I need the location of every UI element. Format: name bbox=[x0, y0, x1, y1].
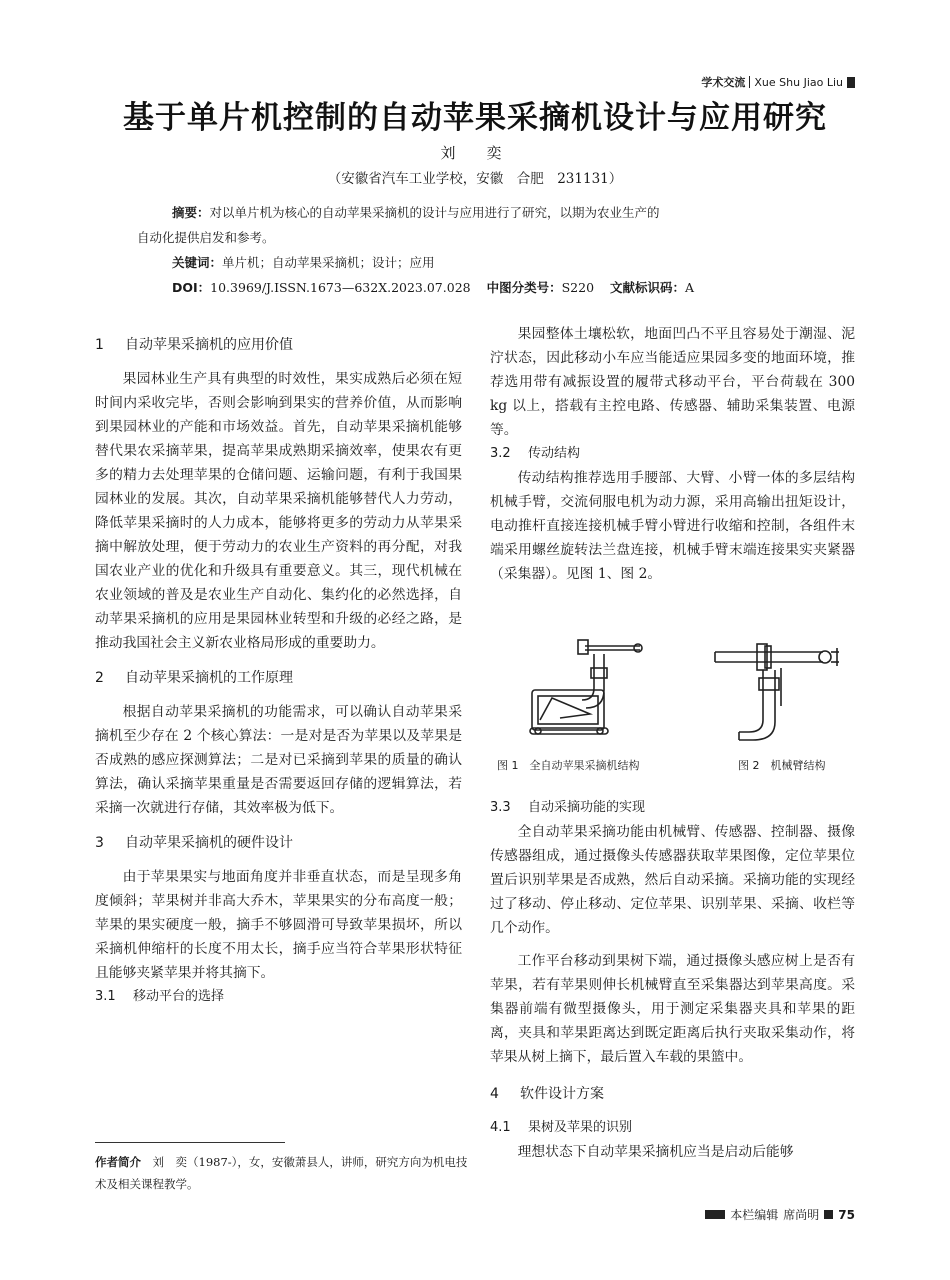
section-heading-3 bbox=[95, 831, 462, 855]
running-footer bbox=[705, 1206, 855, 1223]
subsection-heading-3-2 bbox=[490, 442, 855, 466]
section-number: 3.3 bbox=[490, 800, 511, 815]
header-block-icon bbox=[847, 77, 855, 88]
doi-value: 10.3969/J.ISSN.1673—632X.2023.07.028 bbox=[210, 280, 471, 295]
section-title: 自动苹果采摘机的硬件设计 bbox=[125, 835, 293, 851]
identifiers bbox=[172, 278, 822, 296]
footnote-label: 作者简介 bbox=[95, 1155, 141, 1169]
paragraph: 传动结构推荐选用手腰部、大臂、小臂一体的多层结构机械手臂，交流伺服电机为动力源，采用高输出扭矩设计，电动推杆直接连接机械手臂小臂进行收缩和控制，各组件末端采用螺丝旋转法兰盘连接，机械手臂末端连接果实夹紧器（采集器）。见图 1、图 2。 bbox=[490, 470, 855, 582]
footer-square-icon bbox=[824, 1210, 833, 1219]
running-header bbox=[701, 74, 855, 90]
subsection-heading-4-1 bbox=[490, 1116, 855, 1140]
abstract-label: 摘要： bbox=[172, 205, 210, 220]
abstract-text-2: 自动化提供启发和参考。 bbox=[137, 230, 275, 245]
footer-bar-icon bbox=[705, 1210, 725, 1219]
section-number: 2 bbox=[95, 670, 104, 686]
figure-1-caption: 图 1 全自动苹果采摘机结构 bbox=[497, 759, 640, 772]
doc-value: A bbox=[685, 280, 695, 295]
section-title: 传动结构 bbox=[528, 446, 581, 461]
subsection-heading-3-1 bbox=[95, 985, 462, 1009]
column-name: 学术交流 bbox=[701, 76, 746, 89]
editor-label: 本栏编辑 bbox=[730, 1208, 779, 1222]
figure-2-caption: 图 2 机械臂结构 bbox=[738, 759, 826, 772]
section-number: 3 bbox=[95, 835, 104, 851]
footnote-text: 刘 奕（1987-），女，安徽萧县人，讲师，研究方向为机电技术及相关课程教学。 bbox=[95, 1155, 468, 1191]
page-number: 75 bbox=[838, 1207, 855, 1222]
paragraph: 根据自动苹果采摘机的功能需求，可以确认自动苹果采摘机至少存在 2 个核心算法：一是对是否为苹果以及苹果是否成熟的感应探测算法；二是对已采摘到苹果的质量的确认算法，确认采摘苹果重量是否需要返回存储的逻辑算法，若采摘一次就进行存储，其效率极为低下。 bbox=[95, 704, 462, 816]
header-separator bbox=[749, 76, 750, 88]
clc-label: 中图分类号： bbox=[486, 280, 562, 295]
keywords-text: 单片机；自动苹果采摘机；设计；应用 bbox=[222, 255, 435, 270]
clc-value: S220 bbox=[561, 280, 595, 295]
section-number: 3.2 bbox=[490, 446, 511, 461]
section-title: 移动平台的选择 bbox=[133, 989, 225, 1004]
affiliation: （安徽省汽车工业学校，安徽 合肥 231131） bbox=[327, 171, 623, 187]
section-number: 4 bbox=[490, 1086, 499, 1102]
paragraph: 理想状态下自动苹果采摘机应当是启动后能够 bbox=[517, 1144, 794, 1160]
figure-2-mechanical-arm bbox=[705, 628, 855, 743]
section-title: 自动采摘功能的实现 bbox=[528, 800, 646, 815]
section-heading-4 bbox=[490, 1082, 855, 1106]
abstract bbox=[172, 203, 822, 221]
section-number: 3.1 bbox=[95, 989, 116, 1004]
figure-1-picker-structure bbox=[490, 628, 690, 743]
paper-title: 基于单片机控制的自动苹果采摘机设计与应用研究 bbox=[123, 100, 827, 136]
author-footnote bbox=[95, 1151, 470, 1195]
paragraph: 果园整体土壤松软，地面凹凸不平且容易处于潮湿、泥泞状态，因此移动小车应当能适应果园多变的地面环境，推荐选用带有减振设置的履带式移动平台，平台荷载在 300 kg 以上，搭载有主控电路、传感器、辅助采集装置、电源等。 bbox=[490, 326, 855, 438]
section-title: 自动苹果采摘机的工作原理 bbox=[125, 670, 293, 686]
right-column-top bbox=[490, 322, 855, 586]
left-column bbox=[95, 333, 462, 1009]
section-number: 1 bbox=[95, 337, 104, 353]
doc-label: 文献标识码： bbox=[610, 280, 686, 295]
subsection-heading-3-3 bbox=[490, 796, 855, 820]
section-number: 4.1 bbox=[490, 1120, 511, 1135]
paragraph: 由于苹果果实与地面角度并非垂直状态，而是呈现多角度倾斜；苹果树并非高大乔木，苹果果实的分布高度一般；苹果的果实硬度一般，摘手不够圆滑可导致苹果损坏，所以采摘机伸缩杆的长度不用太长，摘手应当符合苹果形状特征且能够夹紧苹果并将其摘下。 bbox=[95, 869, 462, 981]
author-name: 刘 奕 bbox=[440, 144, 510, 162]
abstract-text-1: 对以单片机为核心的自动苹果采摘机的设计与应用进行了研究，以期为农业生产的 bbox=[209, 205, 660, 220]
paragraph: 果园林业生产具有典型的时效性，果实成熟后必须在短时间内采收完毕，否则会影响到果实的营养价值，从而影响到果园林业的产能和市场效益。首先，自动苹果采摘机能够替代果农采摘苹果，提高苹果成熟期采摘效率，使果农有更多的精力去处理苹果的仓储问题、运输问题，有利于我国果园林业的发展。其次，自动苹果采摘机能够替代人力劳动，降低苹果采摘时的人力成本，能够将更多的劳动力从苹果采摘中解放处理，便于劳动力的农业生产资料的再分配，对我国农业产业的优化和升级具有重要意义。其三，现代机械在农业领域的普及是农业生产自动化、集约化的必然选择，自动苹果采摘机的应用是果园林业转型和升级的必经之路，是推动我国社会主义新农业格局形成的重要助力。 bbox=[95, 371, 462, 651]
right-column-bottom bbox=[490, 796, 855, 1164]
column-pinyin: Xue Shu Jiao Liu bbox=[754, 75, 843, 89]
keywords bbox=[172, 253, 822, 271]
footnote-rule bbox=[95, 1142, 285, 1143]
section-title: 自动苹果采摘机的应用价值 bbox=[125, 337, 293, 353]
section-title: 软件设计方案 bbox=[520, 1086, 604, 1102]
paragraph: 工作平台移动到果树下端，通过摄像头感应树上是否有苹果，若有苹果则伸长机械臂直至采集器达到苹果高度。采集器前端有微型摄像头，用于测定采集器夹具和苹果的距离，夹具和苹果距离达到既定距离后执行夹取采集动作，将苹果从树上摘下，最后置入车载的果篮中。 bbox=[490, 953, 855, 1065]
editor-name: 席尚明 bbox=[783, 1208, 820, 1222]
section-heading-1 bbox=[95, 333, 462, 357]
section-title: 果树及苹果的识别 bbox=[528, 1120, 633, 1135]
paragraph: 全自动苹果采摘功能由机械臂、传感器、控制器、摄像传感器组成，通过摄像头传感器获取苹果图像，定位苹果位置后识别苹果是否成熟，然后自动采摘。采摘功能的实现经过了移动、停止移动、定位苹果、识别苹果、采摘、收栏等几个动作。 bbox=[490, 824, 855, 936]
doi-label: DOI： bbox=[172, 280, 211, 295]
keywords-label: 关键词： bbox=[172, 255, 223, 270]
section-heading-2 bbox=[95, 666, 462, 690]
